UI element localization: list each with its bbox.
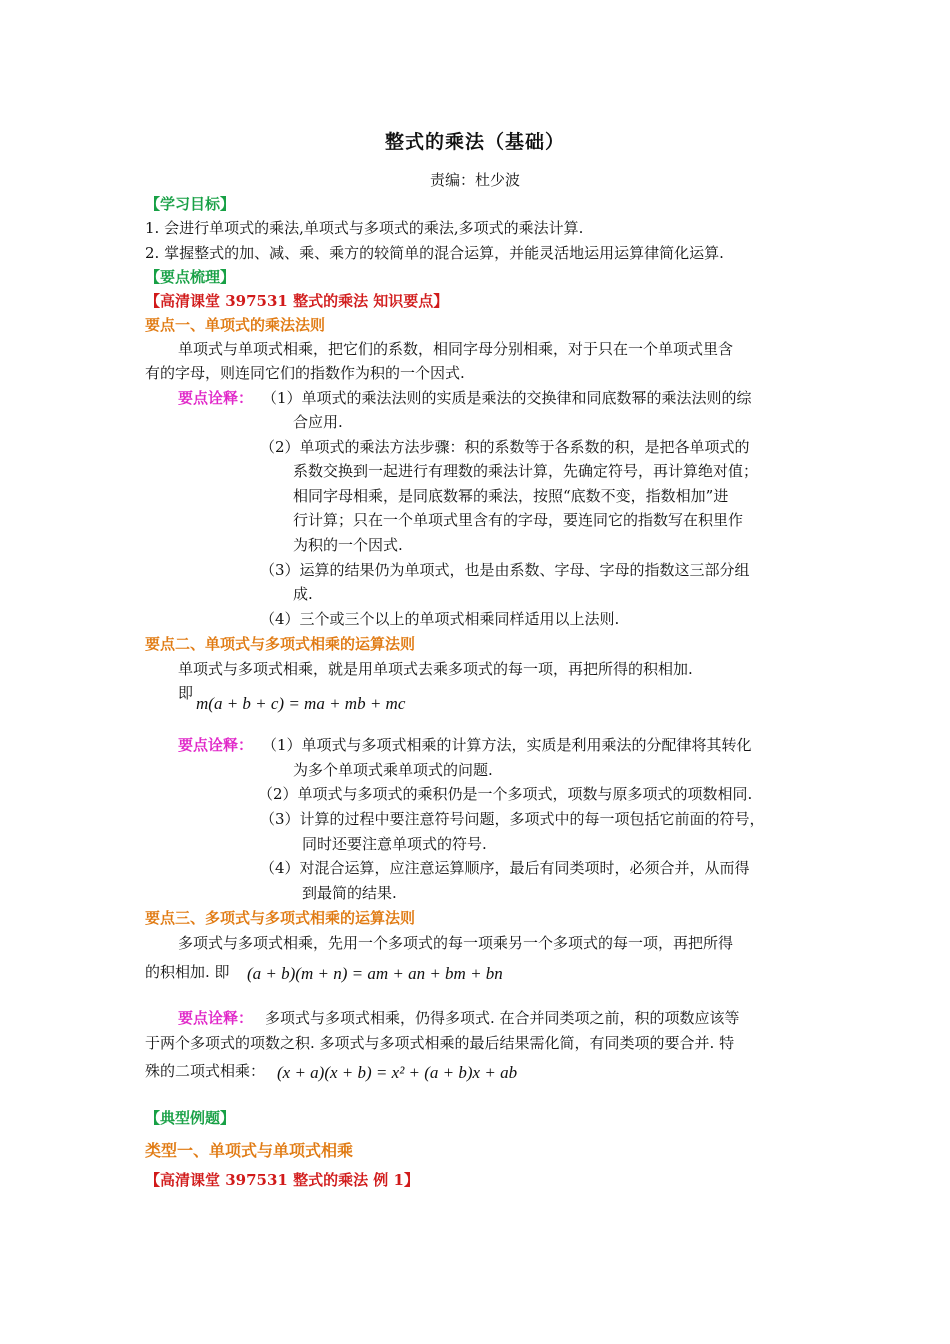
author-line: 责编：杜少波 (429, 171, 520, 189)
class-link-knowledge[interactable]: 【高清课堂 397531 整式的乘法 知识要点】 (145, 292, 449, 310)
points-heading: 【要点梳理】 (145, 268, 236, 286)
point1-note: 系数交换到一起进行有理数的乘法计算，先确定符号，再计算绝对值； (293, 462, 759, 480)
page-title: 整式的乘法（基础） (384, 131, 565, 153)
point3-body: 的积相加. 即 (145, 963, 230, 981)
point3-note-label: 要点诠释： (178, 1009, 254, 1027)
point2-note: 同时还要注意单项式的符号. (302, 835, 487, 853)
examples-heading: 【典型例题】 (145, 1109, 236, 1127)
point2-formula: m(a + b + c) = ma + mb + mc (196, 694, 406, 713)
point3-note: 于两个多项式的项数之积. 多项式与多项式相乘的最后结果需化简，有同类项的要合并. 特 (145, 1034, 735, 1052)
point2-note: （3）计算的过程中要注意符号问题，多项式中的每一项包括它前面的符号， (260, 810, 765, 828)
point1-note: 为积的一个因式. (293, 536, 403, 554)
point1-heading: 要点一、单项式的乘法法则 (145, 316, 326, 334)
point2-note: （2）单项式与多项式的乘积仍是一个多项式，项数与原多项式的项数相同. (258, 785, 753, 803)
class-link-example1[interactable]: 【高清课堂 397531 整式的乘法 例 1】 (145, 1171, 419, 1189)
type1-heading: 类型一、单项式与单项式相乘 (145, 1141, 354, 1160)
point1-note: （2）单项式的乘法方法步骤：积的系数等于各系数的积，是把各单项式的 (260, 438, 750, 456)
point2-formula-prefix: 即 (178, 684, 194, 702)
point1-note: （4）三个或三个以上的单项式相乘同样适用以上法则. (260, 610, 620, 628)
point2-body: 单项式与多项式相乘，就是用单项式去乘多项式的每一项，再把所得的积相加. (178, 660, 693, 678)
point3-formula: (a + b)(m + n) = am + an + bm + bn (247, 964, 503, 983)
point1-note: 成. (293, 585, 313, 603)
goal-item: 1. 会进行单项式的乘法,单项式与多项式的乘法,多项式的乘法计算. (145, 219, 584, 237)
point3-note: 殊的二项式相乘： (145, 1062, 266, 1080)
goal-item: 2. 掌握整式的加、减、乘、乘方的较简单的混合运算，并能灵活地运用运算律简化运算. (145, 244, 724, 262)
point2-note: （1）单项式与多项式相乘的计算方法，实质是利用乘法的分配律将其转化 (262, 736, 752, 754)
point3-heading: 要点三、多项式与多项式相乘的运算法则 (145, 909, 416, 927)
point1-note: 行计算；只在一个单项式里含有的字母，要连同它的指数写在积里作 (293, 511, 744, 529)
point1-note-label: 要点诠释： (178, 389, 254, 407)
point2-note: 到最简的结果. (302, 884, 397, 902)
point1-note: 相同字母相乘，是同底数幂的乘法，按照“底数不变，指数相加”进 (293, 487, 729, 505)
goals-heading: 【学习目标】 (145, 195, 236, 213)
point1-body: 单项式与单项式相乘，把它们的系数，相同字母分别相乘，对于只在一个单项式里含 (178, 340, 734, 358)
point1-note: （1）单项式的乘法法则的实质是乘法的交换律和同底数幂的乘法法则的综 (262, 389, 752, 407)
point1-note: 合应用. (293, 413, 343, 431)
point1-note: （3）运算的结果仍为单项式，也是由系数、字母、字母的指数这三部分组 (260, 561, 750, 579)
point3-note: 多项式与多项式相乘，仍得多项式. 在合并同类项之前，积的项数应该等 (265, 1009, 740, 1027)
point2-heading: 要点二、单项式与多项式相乘的运算法则 (145, 635, 416, 653)
point3-formula2: (x + a)(x + b) = x² + (a + b)x + ab (277, 1063, 518, 1082)
point1-body: 有的字母，则连同它们的指数作为积的一个因式. (145, 364, 465, 382)
point2-note: （4）对混合运算，应注意运算顺序，最后有同类项时，必须合并，从而得 (260, 859, 750, 877)
point3-body: 多项式与多项式相乘，先用一个多项式的每一项乘另一个多项式的每一项，再把所得 (178, 934, 734, 952)
point2-note-label: 要点诠释： (178, 736, 254, 754)
point2-note: 为多个单项式乘单项式的问题. (293, 761, 493, 779)
